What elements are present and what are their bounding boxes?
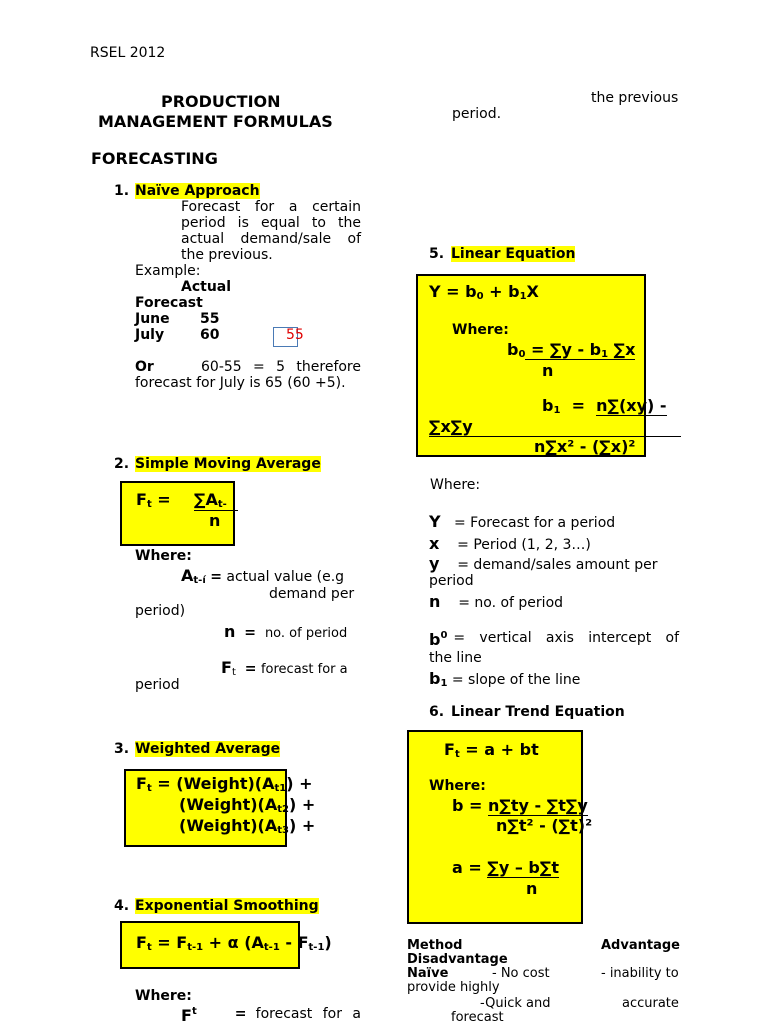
s6-main-equation xyxy=(444,740,539,760)
table-naive-cont: forecast xyxy=(451,1010,504,1025)
s2-lhs-sub: t xyxy=(146,499,152,510)
section-heading: FORECASTING xyxy=(91,149,218,168)
s5-def-y-lower xyxy=(429,554,657,573)
s1-actual-label: Actual xyxy=(181,279,232,295)
table-naive-adv-1: - No cost xyxy=(492,966,550,981)
s2-n-desc: no. of period xyxy=(264,626,348,641)
s5-where: Where: xyxy=(452,322,509,338)
s2-title: Simple Moving Average xyxy=(135,456,321,472)
s5-b0-sym: b xyxy=(507,340,519,359)
s5-def-sym: n xyxy=(429,592,441,611)
s1-desc-line: Forecast for a certain xyxy=(181,199,361,215)
table-naive-adv-2b: accurate xyxy=(622,996,679,1011)
s4-f3-sub: t-1 xyxy=(308,942,325,953)
s3-l1-pre: F xyxy=(136,774,147,793)
s3-l1-sub: t xyxy=(146,783,152,794)
s5-b0-sub2: 1 xyxy=(601,349,609,360)
s5-b0-end: ∑x xyxy=(608,340,636,359)
document-header: RSEL 2012 xyxy=(90,45,166,61)
s5-def-sym: x xyxy=(429,534,440,553)
s1-desc-line: period is equal to the xyxy=(181,215,361,231)
s4-f1-sub: t xyxy=(146,942,152,953)
s3-title: Weighted Average xyxy=(135,741,281,757)
s3-formula-line-2 xyxy=(179,795,315,815)
s5-def-sym: y xyxy=(429,554,440,573)
s1-row-value: 55 xyxy=(200,311,220,327)
s5-b1-numerator: n∑(xy) - xyxy=(596,396,667,415)
s1-or-rest: 60-55 = 5 therefore xyxy=(201,359,361,375)
s2-eq: = xyxy=(157,490,171,509)
s6-b-numerator: n∑ty - ∑t∑y xyxy=(488,796,588,815)
s4-f2-sub: t-1 xyxy=(187,942,204,953)
s5-b1-def-sym: b xyxy=(429,669,441,688)
s5-eq-b1: 1 xyxy=(519,291,527,302)
s5-title: Linear Equation xyxy=(451,246,576,262)
s2-a-desc: actual value (e.g xyxy=(226,569,345,585)
s1-or-line xyxy=(135,359,361,375)
s5-b1-def-sub: 1 xyxy=(440,678,448,689)
s2-a-desc-3: period) xyxy=(135,603,186,619)
s3-l3-mid: (Weight)(A xyxy=(179,816,278,835)
s4-mid: + α (A xyxy=(203,933,264,952)
continuation-text-2: period. xyxy=(452,106,502,122)
s4-ft-def xyxy=(181,1006,361,1025)
s5-def-x xyxy=(429,534,591,553)
s1-row-month: June xyxy=(135,311,170,327)
s6-number: 6. xyxy=(429,704,445,720)
s1-or-word: Or xyxy=(135,359,154,375)
s4-ft-eq: = xyxy=(234,1006,247,1022)
s4-formula xyxy=(136,933,332,953)
s1-row-value: 60 xyxy=(200,327,220,343)
s5-defs-where: Where: xyxy=(430,477,481,493)
s4-ft-sub: t xyxy=(191,1006,197,1017)
s4-eq: = F xyxy=(151,933,188,952)
s5-def-desc: = demand/sales amount per xyxy=(457,557,658,573)
s5-b1-sym: b xyxy=(542,396,554,415)
s2-formula-lhs xyxy=(136,490,171,510)
s2-formula-numerator xyxy=(194,490,238,511)
s2-lhs-sym: F xyxy=(136,490,147,509)
s5-b0-rest: = ∑y - b xyxy=(525,340,602,359)
s6-a-pre: a = xyxy=(452,858,488,877)
s3-number: 3. xyxy=(114,741,130,757)
s5-b1-continuation: ∑x∑y xyxy=(429,417,681,437)
s2-f-desc: forecast for a xyxy=(260,662,348,677)
s4-where: Where: xyxy=(135,988,192,1004)
s5-b0-def-sym: b xyxy=(429,630,441,649)
s5-b0-def-sub: 0 xyxy=(440,630,448,641)
s6-where: Where: xyxy=(429,778,486,794)
s2-f-sym: F xyxy=(221,658,232,677)
table-naive-adv-2: -Quick and xyxy=(480,996,551,1011)
s2-f-sub: t xyxy=(231,667,236,678)
s5-def-desc: = Forecast for a period xyxy=(453,515,616,531)
s1-desc-line: the previous. xyxy=(181,247,273,263)
s5-def-y xyxy=(429,512,615,531)
s2-formula-denominator: n xyxy=(209,511,221,530)
s4-minus: - F xyxy=(279,933,309,952)
s5-eq-main: Y = b xyxy=(429,282,477,301)
s6-a-denominator: n xyxy=(526,879,538,898)
s1-description xyxy=(181,199,361,263)
s5-def-desc: = no. of period xyxy=(458,595,564,611)
s1-forecast-label: Forecast xyxy=(135,295,203,311)
s2-number: 2. xyxy=(114,456,130,472)
s5-b0-denominator: n xyxy=(542,361,554,380)
s5-def-b0 xyxy=(429,630,679,649)
s2-f-desc-2: period xyxy=(135,677,180,693)
table-naive-dis-cont: provide highly xyxy=(407,980,500,995)
s2-where: Where: xyxy=(135,548,192,564)
s1-forecast-value: 55 xyxy=(286,327,304,343)
s1-or-line-2: forecast for July is 65 (60 +5). xyxy=(135,375,346,391)
s5-b0-formula xyxy=(507,340,635,360)
s3-formula-line-1 xyxy=(136,774,313,794)
title-line-1: PRODUCTION xyxy=(161,92,281,111)
s5-b1-sub: 1 xyxy=(553,405,561,416)
s2-n-def xyxy=(224,622,347,641)
s6-b-pre: b = xyxy=(452,796,488,815)
s5-def-desc: = Period (1, 2, 3…) xyxy=(457,537,591,553)
table-row-naive: Naïve xyxy=(407,966,449,981)
s1-or-rest-wrap xyxy=(201,359,361,375)
s2-n-sym: n xyxy=(224,622,236,641)
s5-b0-def-desc: = vertical axis intercept of xyxy=(453,630,679,646)
s5-b1-formula xyxy=(542,396,667,416)
s1-row-month: July xyxy=(135,327,165,343)
s5-b1-def-desc: = slope of the line xyxy=(451,672,581,688)
table-header-disadvantage: Disadvantage xyxy=(407,952,508,967)
s6-title: Linear Trend Equation xyxy=(451,704,625,720)
s6-a-formula xyxy=(452,858,559,877)
s2-a-sub: t-í xyxy=(193,575,206,586)
s3-formula-line-3 xyxy=(179,816,315,836)
s5-def-b1 xyxy=(429,669,580,689)
s5-def-b0-cont: the line xyxy=(429,650,482,666)
title-line-2: MANAGEMENT FORMULAS xyxy=(98,112,333,131)
s5-def-sym: Y xyxy=(429,512,441,531)
s2-num-sub: t- xyxy=(217,499,227,510)
s6-eq-f: F xyxy=(444,740,455,759)
s5-b0-numerator xyxy=(525,340,635,360)
s5-def-n xyxy=(429,592,563,611)
s4-a-sub: t-1 xyxy=(263,942,280,953)
table-naive-dis-1: - inability to xyxy=(601,966,679,981)
s1-number: 1. xyxy=(114,183,130,199)
s5-eq-end: X xyxy=(526,282,539,301)
s2-a-desc-2: demand per xyxy=(269,586,355,602)
s3-l2-mid: (Weight)(A xyxy=(179,795,278,814)
table-header-method: Method xyxy=(407,938,463,953)
s3-l3-end: ) + xyxy=(288,816,316,835)
s5-b1-denominator: n∑x² - (∑x)² xyxy=(534,437,636,456)
s2-f-eq: = xyxy=(244,661,257,677)
s6-eq-rest: = a + bt xyxy=(459,740,539,759)
s6-a-numerator: ∑y – b∑t xyxy=(487,858,559,877)
s5-b1-eq: = xyxy=(560,396,597,415)
s1-desc-line: actual demand/sale of xyxy=(181,231,361,247)
s2-a-def xyxy=(181,566,344,586)
s5-def-y-cont: period xyxy=(429,573,474,589)
continuation-text-1: the previous xyxy=(591,90,679,106)
s1-title: Naïve Approach xyxy=(135,183,260,199)
s4-ft-desc: forecast for a xyxy=(255,1006,361,1022)
s3-l2-asub: t2 xyxy=(277,804,289,815)
s6-eq-sub: t xyxy=(454,749,460,760)
s4-f1: F xyxy=(136,933,147,952)
s5-number: 5. xyxy=(429,246,445,262)
s5-eq-mid: + b xyxy=(483,282,520,301)
s2-f-def xyxy=(221,658,348,678)
s4-title: Exponential Smoothing xyxy=(135,898,319,914)
s5-b0-sub: 0 xyxy=(518,349,526,360)
s1-example-label: Example: xyxy=(135,263,201,279)
s5-main-equation xyxy=(429,282,539,302)
s2-num-text: ∑A xyxy=(194,490,218,509)
s3-l3-asub: t3 xyxy=(277,825,289,836)
s4-close: ) xyxy=(324,933,332,952)
s3-l1-mid: = (Weight)(A xyxy=(151,774,275,793)
s2-a-sym: A xyxy=(181,566,194,585)
table-header-advantage: Advantage xyxy=(601,938,680,953)
s4-ft-sym: F xyxy=(181,1006,192,1025)
s2-a-eq: = xyxy=(210,569,222,585)
s3-l1-end: ) + xyxy=(286,774,313,793)
s4-number: 4. xyxy=(114,898,130,914)
s6-b-formula xyxy=(452,796,588,815)
s6-b-denominator: n∑t² - (∑t)² xyxy=(496,816,593,835)
s2-n-eq: = xyxy=(244,625,257,641)
s5-eq-b0: 0 xyxy=(476,291,484,302)
s3-l1-asub: t1 xyxy=(274,783,287,794)
s3-l2-end: ) + xyxy=(288,795,316,814)
